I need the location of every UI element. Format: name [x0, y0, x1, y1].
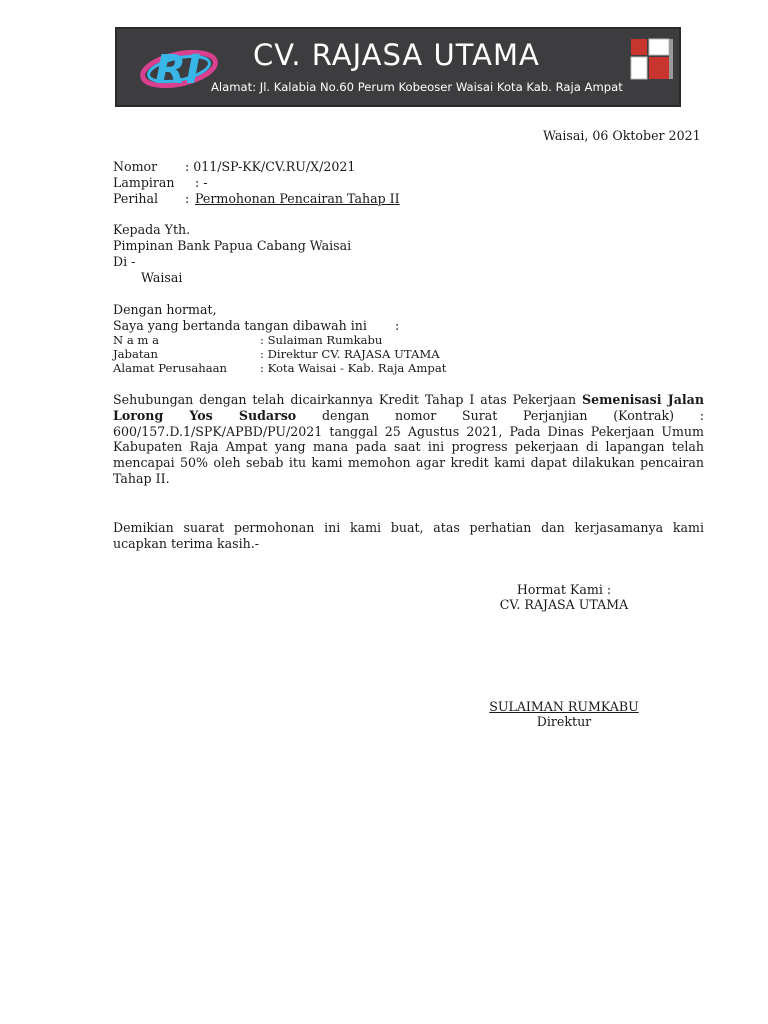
- identity-value-alamat: : Kota Waisai - Kab. Raja Ampat: [260, 361, 447, 375]
- field-label-perihal: Perihal: [113, 191, 159, 206]
- body-p1-after: dengan nomor Surat Perjanjian (Kontrak) : 600/157.D.1/SPK/APBD/PU/2021 tanggal 25 Agustus 2021, Pada Dinas Pekerjaan Umum Kabupaten Raja Ampat yang mana pada saat ini progress pekerjaan di lapangan telah mencapai 50% oleh sebab itu kami memohon agar kredit kami dapat dilakukan pencairan Tahap II.: [113, 407, 705, 486]
- identity-value-jabatan: : Direktur CV. RAJASA UTAMA: [260, 347, 440, 361]
- project-name: Semenisasi Jalan Lorong Yos Sudarso: [113, 392, 704, 423]
- company-logo: [139, 39, 219, 97]
- closing-company: CV. RAJASA UTAMA: [499, 597, 629, 612]
- recipient-line4: Waisai: [141, 270, 183, 285]
- greeting: Dengan hormat,: [113, 302, 217, 317]
- recipient-line3: Di -: [113, 254, 136, 269]
- body-p1-before: Sehubungan dengan telah dicairkannya Kredit Tahap I atas Pekerjaan: [113, 392, 582, 407]
- intro-colon: :: [395, 318, 400, 333]
- svg-text:RI: RI: [155, 47, 201, 93]
- body-paragraph-1: [113, 392, 704, 487]
- identity-label-nama: N a m a: [113, 333, 160, 347]
- company-name: CV. RAJASA UTAMA: [253, 38, 540, 72]
- place-date: Waisai, 06 Oktober 2021: [543, 128, 701, 143]
- body-paragraph-2: Demikian suarat permohonan ini kami buat, atas perhatian dan kerjasamanya kami ucapkan terima kasih.-: [113, 520, 704, 551]
- recipient-line2: Pimpinan Bank Papua Cabang Waisai: [113, 238, 352, 253]
- identity-value-nama: : Sulaiman Rumkabu: [260, 333, 383, 347]
- decorative-squares-icon: [629, 37, 675, 85]
- signer-name-wrap: [464, 699, 664, 715]
- recipient-line1: Kepada Yth.: [113, 222, 191, 237]
- intro-text: Saya yang bertanda tangan dibawah ini: [113, 318, 367, 333]
- identity-label-jabatan: Jabatan: [113, 347, 158, 361]
- field-value-nomor: : 011/SP-KK/CV.RU/X/2021: [185, 159, 356, 174]
- signer-title: Direktur: [536, 714, 592, 729]
- identity-label-alamat: Alamat Perusahaan: [113, 361, 228, 375]
- company-address: Alamat: Jl. Kalabia No.60 Perum Kobeoser Waisai Kota Kab. Raja Ampat: [211, 80, 623, 94]
- signer-name: SULAIMAN RUMKABU: [489, 699, 639, 714]
- field-value-perihal: Permohonan Pencairan Tahap II: [195, 191, 400, 206]
- field-value-lampiran: : -: [195, 175, 208, 190]
- field-label-nomor: Nomor: [113, 159, 158, 174]
- field-colon-perihal: :: [185, 191, 190, 206]
- field-label-lampiran: Lampiran: [113, 175, 175, 190]
- letterhead: [115, 27, 681, 107]
- closing-salutation: Hormat Kami :: [516, 582, 612, 597]
